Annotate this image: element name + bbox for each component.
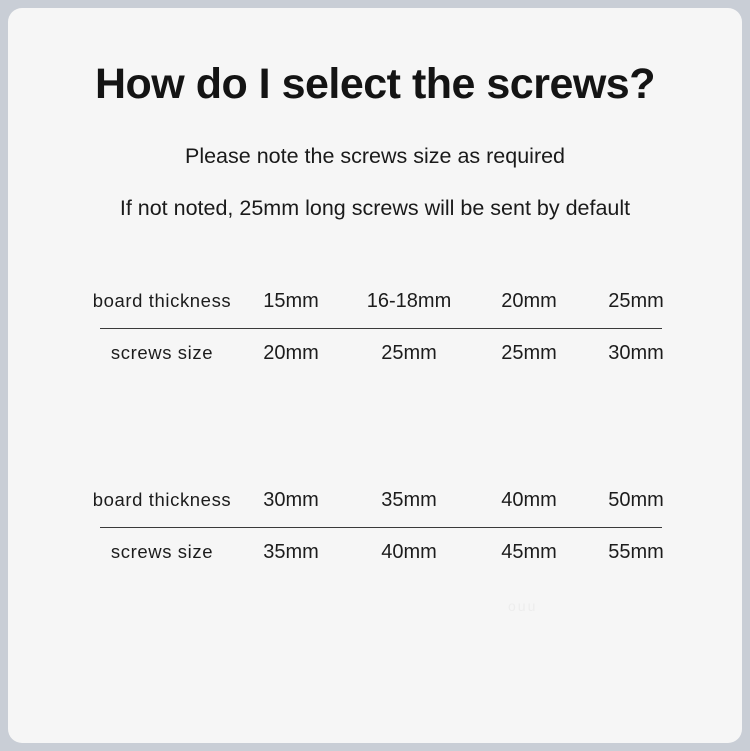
subtitle-line-2: If not noted, 25mm long screws will be sent by default bbox=[119, 196, 631, 220]
table-cell: 20mm bbox=[501, 290, 557, 312]
table-cell: 30mm bbox=[263, 489, 319, 511]
screw-size-table-1 bbox=[86, 276, 662, 384]
subtitle-line-1: Please note the screws size as required bbox=[184, 144, 566, 168]
table-cell: 40mm bbox=[501, 489, 557, 511]
row-label: screws size bbox=[110, 541, 214, 562]
table-cell: 25mm bbox=[501, 342, 557, 364]
table-cell: 35mm bbox=[381, 489, 437, 511]
table-row bbox=[86, 328, 662, 384]
table-cell: 50mm bbox=[608, 489, 664, 511]
card-content bbox=[8, 8, 742, 743]
table-row bbox=[86, 527, 662, 583]
table-cell: 30mm bbox=[608, 342, 664, 364]
table-cell: 35mm bbox=[263, 541, 319, 563]
table-cell: 55mm bbox=[608, 541, 664, 563]
table-cell: 20mm bbox=[263, 342, 319, 364]
table-row bbox=[86, 276, 662, 328]
table-row bbox=[86, 475, 662, 527]
page-title: How do I select the screws? bbox=[94, 60, 655, 108]
table-cell: 40mm bbox=[381, 541, 437, 563]
info-card bbox=[8, 8, 742, 743]
table-cell: 25mm bbox=[608, 290, 664, 312]
table-cell: 15mm bbox=[263, 290, 319, 312]
table-cell: 45mm bbox=[501, 541, 557, 563]
table-cell: 25mm bbox=[381, 342, 437, 364]
table-cell: 16-18mm bbox=[366, 290, 452, 312]
screw-size-table-2 bbox=[86, 475, 662, 583]
row-label: screws size bbox=[110, 342, 214, 363]
row-label: board thickness bbox=[92, 489, 232, 510]
row-label: board thickness bbox=[92, 290, 232, 311]
watermark-text: ouu bbox=[508, 598, 538, 614]
